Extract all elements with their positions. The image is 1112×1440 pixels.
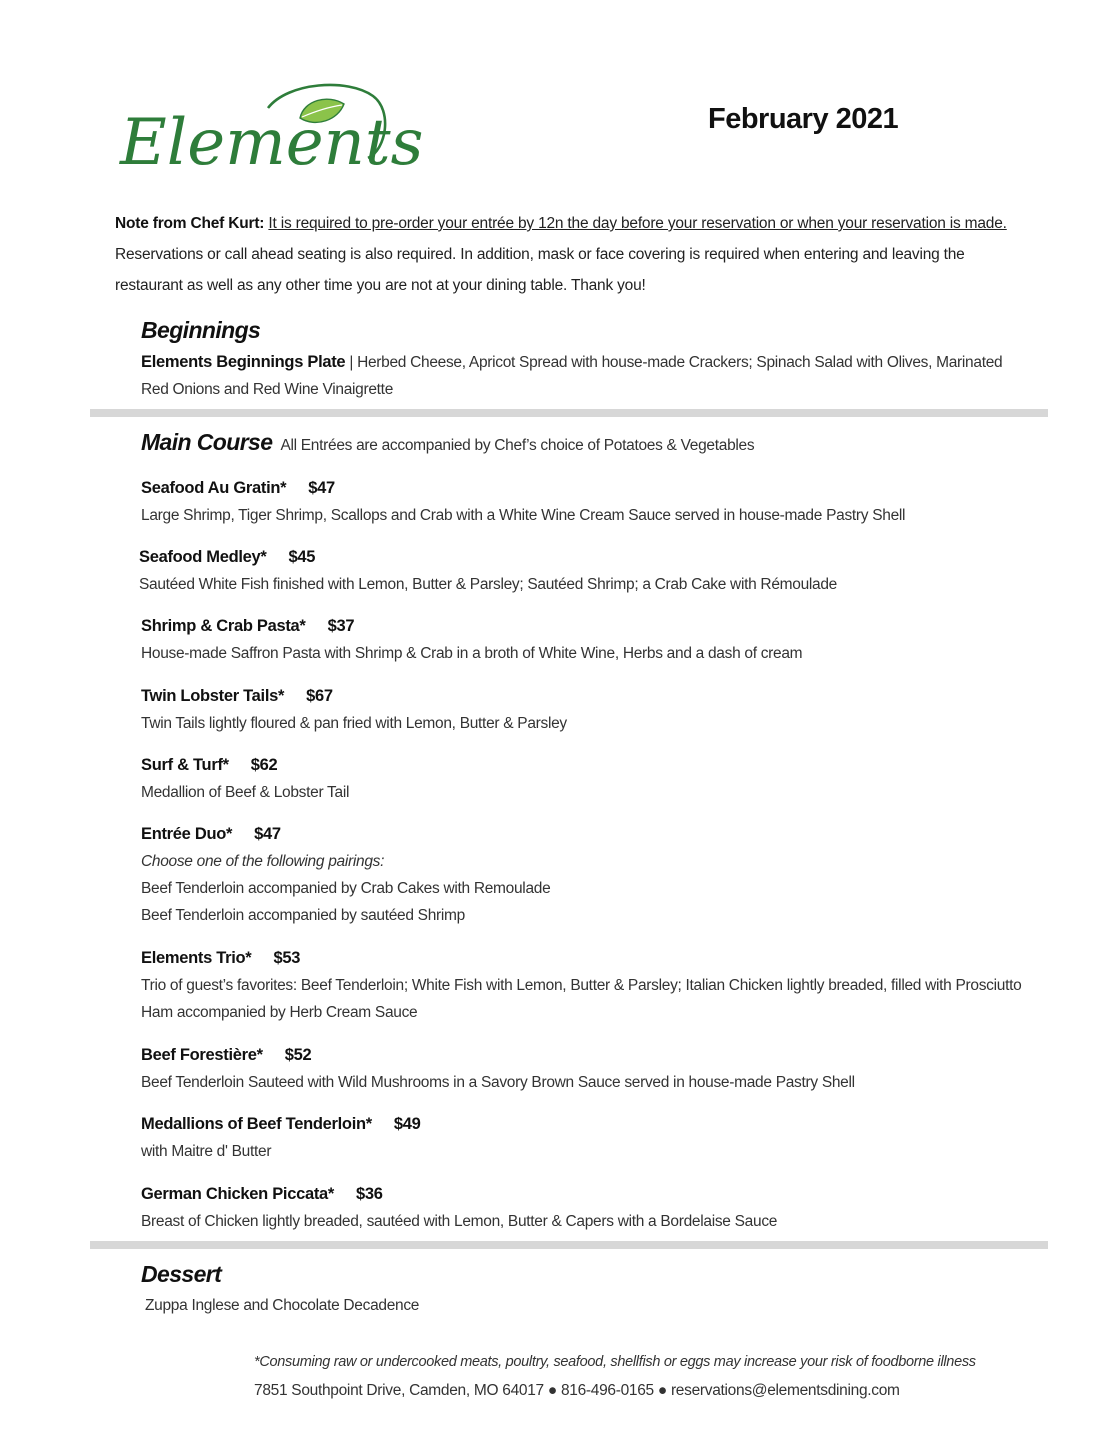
svg-text:Elements: Elements [120,106,424,180]
item-name: Beef Forestière* [141,1046,263,1064]
beginnings-item [141,349,1031,403]
menu-item [141,613,1031,667]
item-price: $47 [308,479,335,497]
item-separator: | [349,354,354,371]
section-divider [90,1241,1048,1249]
item-name: Elements Trio* [141,949,252,967]
section-title-main-course [141,429,754,456]
item-price: $45 [288,548,316,566]
item-description: House-made Saffron Pasta with Shrimp & Crab in a broth of White Wine, Herbs and a dash of cream [141,645,803,662]
pairing-option: Beef Tenderloin accompanied by sautéed Shrimp [141,907,465,924]
preorder-requirement: It is required to pre-order your entrée by 12n the day before your reservation or when your reservation is made. [268,215,1007,232]
item-price: $62 [250,756,278,774]
menu-item [141,1181,1031,1235]
item-name: Surf & Turf* [141,756,229,774]
elements-logo [118,78,424,180]
item-description: Sautéed White Fish finished with Lemon, Butter & Parsley; Sautéed Shrimp; a Crab Cake with Rémoulade [139,576,838,593]
section-title-dessert: Dessert [141,1261,222,1287]
item-name: Twin Lobster Tails* [141,687,285,705]
foodborne-disclaimer: *Consuming raw or undercooked meats, poultry, seafood, shellfish or eggs may increase your risk of foodborne illness [254,1354,976,1370]
menu-item [141,683,1031,737]
menu-item [141,821,1031,929]
item-description: Breast of Chicken lightly breaded, sautéed with Lemon, Butter & Capers with a Bordelaise Sauce [141,1213,778,1230]
menu-month: February 2021 [708,103,899,135]
menu-item [141,1111,1031,1165]
pairing-option: Beef Tenderloin accompanied by Crab Cakes with Remoulade [141,880,551,897]
item-price: $49 [393,1115,421,1133]
section-title-text: Main Course [141,429,273,455]
item-price: $67 [306,687,333,705]
item-name: Elements Beginnings Plate [141,353,346,371]
item-price: $37 [327,617,355,635]
menu-item [141,1042,1031,1096]
chef-note-body: Reservations or call ahead seating is also required. In addition, mask or face covering is required when entering and leaving the restaurant as well as any other time you are not at your dining table. Thank you! [115,246,965,294]
section-subtitle: All Entrées are accompanied by Chef’s choice of Potatoes & Vegetables [280,437,755,454]
item-price: $47 [254,825,281,843]
dessert-item: Zuppa Inglese and Chocolate Decadence [145,1297,420,1314]
item-name: Entrée Duo* [141,825,233,843]
item-description: Trio of guest’s favorites: Beef Tenderloin; White Fish with Lemon, Butter & Parsley; Italian Chicken lightly breaded, filled with Prosciutto Ham accompanied by Herb Cream Sauce [141,977,1022,1021]
menu-item [141,945,1031,1026]
item-name: Seafood Au Gratin* [141,479,287,497]
menu-item [141,475,1031,529]
menu-item [141,752,1031,806]
item-description: Large Shrimp, Tiger Shrimp, Scallops and Crab with a White Wine Cream Sauce served in house-made Pastry Shell [141,507,906,524]
item-description: Beef Tenderloin Sauteed with Wild Mushrooms in a Savory Brown Sauce served in house-made Pastry Shell [141,1074,855,1091]
section-title-beginnings: Beginnings [141,317,261,343]
item-name: Shrimp & Crab Pasta* [141,617,306,635]
item-description: Medallion of Beef & Lobster Tail [141,784,350,801]
item-name: Medallions of Beef Tenderloin* [141,1115,372,1133]
menu-item [139,544,1029,598]
section-divider [90,409,1048,417]
chef-note [115,208,1030,301]
leaf-logo-icon [118,78,424,180]
item-description: Herbed Cheese, Apricot Spread with house-made Crackers; Spinach Salad with Olives, Marinated Red Onions and Red Wine Vinaigrette [141,354,1003,398]
item-price: $36 [356,1185,383,1203]
chef-note-label: Note from Chef Kurt: [115,215,265,232]
item-description: with Maitre d' Butter [141,1143,272,1160]
item-price: $53 [273,949,301,967]
item-name: Seafood Medley* [139,548,267,566]
item-name: German Chicken Piccata* [141,1185,335,1203]
contact-info: 7851 Southpoint Drive, Camden, MO 64017 ● 816-496-0165 ● reservations@elementsdining.com [254,1382,900,1399]
item-price: $52 [284,1046,312,1064]
pairing-intro: Choose one of the following pairings: [141,853,385,870]
item-description: Twin Tails lightly floured & pan fried with Lemon, Butter & Parsley [141,715,567,732]
